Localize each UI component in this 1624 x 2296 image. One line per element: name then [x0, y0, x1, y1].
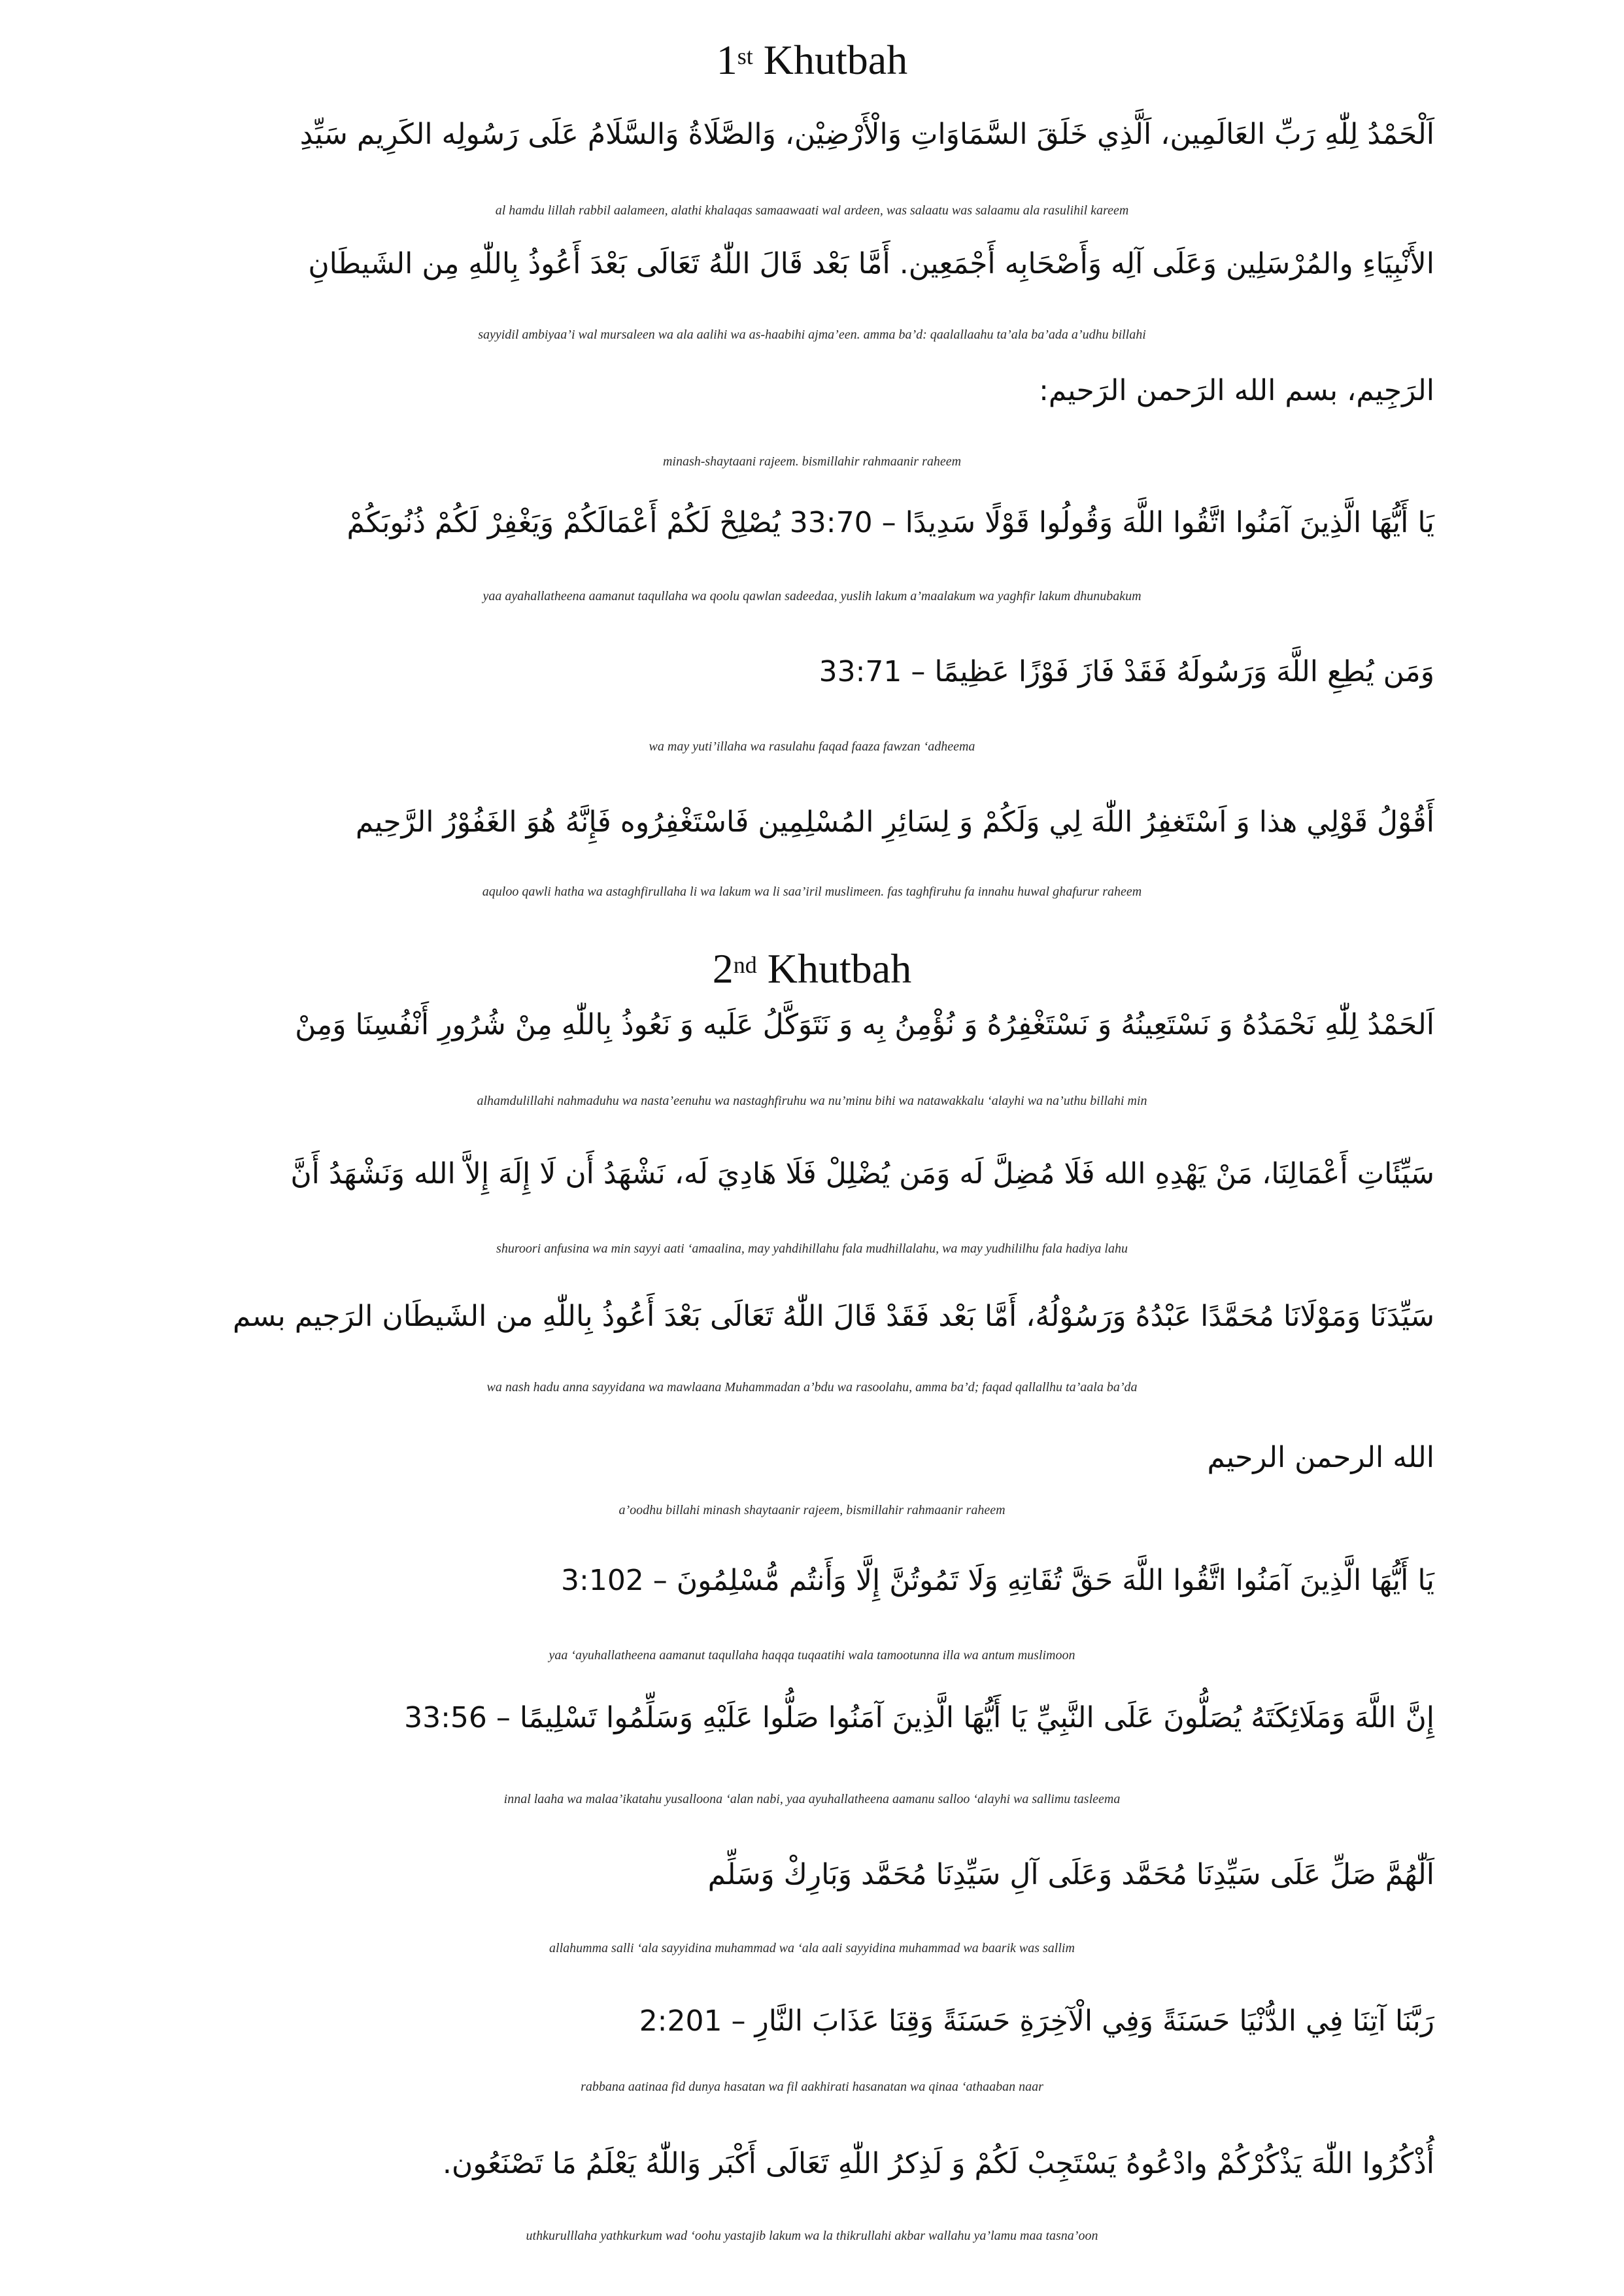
heading-number: 1 [716, 37, 737, 83]
arabic-line: وَمَن يُطِعِ اللَّهَ وَرَسُولَهُ فَقَدْ فَازَ فَوْزًا عَظِيمًا – 33:71 [819, 655, 1434, 688]
arabic-line: إِنَّ اللَّهَ وَمَلَائِكَتَهُ يُصَلُّونَ عَلَى النَّبِيِّ يَا أَيُّهَا الَّذِينَ آمَنُوا صَلُّوا عَلَيْهِ وَسَلِّمُوا تَسْلِيمًا – 33:56 [404, 1701, 1434, 1734]
arabic-line: اَلحَمْدُ لِلّٰهِ نَحْمَدُهُ وَ نَسْتَعِينُهُ وَ نَسْتَغْفِرُهُ وَ نُؤْمِنُ بِه وَ نَتَوَكَّلُ عَلَيه وَ نَعُوذُ بِاللّٰهِ مِنْ شُرُورِ أَنْفُسِنَا وَمِنْ [295, 1008, 1434, 1041]
arabic-line: الله الرحمن الرحيم [1207, 1441, 1434, 1474]
arabic-line: الرَجِيم، بسم الله الرَحمن الرَحيم: [1039, 374, 1434, 407]
transliteration-line: a’oodhu billahi minash shaytaanir rajeem, bismillahir rahmaanir raheem [618, 1503, 1006, 1517]
arabic-line: اَلّٰهُمَّ صَلِّ عَلَى سَيِّدِنَا مُحَمَّد وَعَلَى آلِ سَيِّدِنَا مُحَمَّد وَبَارِكْ وَسَلِّم [707, 1858, 1434, 1891]
arabic-line: رَبَّنَا آتِنَا فِي الدُّنْيَا حَسَنَةً وَفِي الْآخِرَةِ حَسَنَةً وَقِنَا عَذَابَ النَّارِ – 2:201 [639, 2004, 1434, 2038]
transliteration-line: wa nash hadu anna sayyidana wa mawlaana Muhammadan a’bdu wa rasoolahu, amma ba’d; faqad qallallhu ta’aala ba’da [486, 1380, 1138, 1394]
transliteration-line: al hamdu lillah rabbil aalameen, alathi khalaqas samaawaati wal ardeen, was salaatu was salaamu ala rasulihil kareem [495, 203, 1129, 218]
arabic-line: سَيِّدَنَا وَمَوْلَانَا مُحَمَّدًا عَبْدُهُ وَرَسُوْلُهُ، أَمَّا بَعْد فَقَدْ قَالَ اللّٰهُ تَعَالَى بَعْدَ أَعُوذُ بِاللّٰهِ من الشَيطَان الرَجيم بسم [232, 1300, 1434, 1333]
transliteration-line: rabbana aatinaa fid dunya hasatan wa fil aakhirati hasanatan wa qinaa ‘athaaban naar [581, 2080, 1043, 2094]
transliteration-line: alhamdulillahi nahmaduhu wa nasta’eenuhu wa nastaghfiruhu wa nu’minu bihi wa natawakkalu ‘alayhi wa na’uthu billahi min [477, 1094, 1147, 1108]
transliteration-line: aquloo qawli hatha wa astaghfirullaha li wa lakum wa li saa’iril muslimeen. fas taghfiruhu fa innahu huwal ghafurur raheem [482, 885, 1142, 899]
transliteration-line: allahumma salli ‘ala sayyidina muhammad wa ‘ala aali sayyidina muhammad wa baarik was sallim [549, 1941, 1075, 1955]
transliteration-line: minash-shaytaani rajeem. bismillahir rahmaanir raheem [662, 454, 962, 469]
arabic-line: يَا أَيُّهَا الَّذِينَ آمَنُوا اتَّقُوا اللَّهَ حَقَّ تُقَاتِهِ وَلَا تَمُوتُنَّ إِلَّا وَأَنتُم مُّسْلِمُونَ – 3:102 [561, 1564, 1434, 1597]
arabic-line: أَقُوْلُ قَوْلِي هذا وَ اَسْتَغفِرُ اللّٰهَ لِي وَلَكُمْ وَ لِسَائِرِ المُسْلِمِين فَاسْتَغْفِرُوه فَإِنَّهُ هُوَ الغَفُوْرُ الرَّحِيم [355, 805, 1434, 839]
transliteration-line: sayyidil ambiyaa’i wal mursaleen wa ala aalihi wa as-haabihi ajma’een. amma ba’d: qaalallaahu ta’ala ba’ada a’udhu billahi [478, 328, 1146, 342]
transliteration-line: yaa ayahallatheena aamanut taqullaha wa qoolu qawlan sadeedaa, yuslih lakum a’maalakum wa yaghfir lakum dhunubakum [482, 589, 1142, 603]
heading-khutbah-1 [0, 34, 1624, 86]
heading-ordinal-suffix: nd [733, 952, 757, 978]
arabic-line: أُذْكُرُوا اللّٰهَ يَذْكُرْكُمْ وادْعُوهُ يَسْتَجِبْ لَكُمْ وَ لَذِكرُ اللّٰهِ تَعَالَى أَكْبَر وَاللّٰهُ يَعْلَمُ مَا تَصْنَعُون. [442, 2147, 1434, 2180]
arabic-line: الأَنْبِيَاءِ والمُرْسَلِين وَعَلَى آلِه وَأَصْحَابِه أَجْمَعِين. أَمَّا بَعْد قَالَ اللّٰهُ تَعَالَى بَعْدَ أَعُوذُ بِاللّٰهِ مِن الشَيطَانِ [308, 247, 1434, 280]
arabic-line: اَلْحَمْدُ لِلّٰهِ رَبِّ العَالَمِين، اَلَّذِي خَلَقَ السَّمَاوَاتِ وَالْأَرْضِيْن، وَالصَّلَاةُ وَالسَّلَامُ عَلَى رَسُولِه الكَرِيم سَيِّدِ [299, 118, 1434, 151]
transliteration-line: uthkurulllaha yathkurkum wad ‘oohu yastajib lakum wa la thikrullahi akbar wallahu ya’lamu maa tasna’oon [526, 2229, 1098, 2243]
heading-number: 2 [712, 945, 734, 992]
arabic-line: سَيِّئَاتِ أَعْمَالِنَا، مَنْ يَهْدِهِ الله فَلَا مُضِلَّ لَه وَمَن يُضْلِلْ فَلَا هَادِيَ لَه، نَشْهَدُ أَن لَا إِلَهَ إِلاَّ الله وَنَشْهَدُ أَنَّ [290, 1157, 1434, 1190]
heading-khutbah-2 [0, 943, 1624, 995]
heading-word: Khutbah [753, 37, 908, 83]
transliteration-line: shuroori anfusina wa min sayyi aati ‘amaalina, may yahdihillahu fala mudhillalahu, wa may yudhililhu fala hadiya lahu [496, 1241, 1128, 1256]
arabic-line: يَا أَيُّهَا الَّذِينَ آمَنُوا اتَّقُوا اللَّهَ وَقُولُوا قَوْلًا سَدِيدًا – 33:70 يُصْلِحْ لَكُمْ أَعْمَالَكُمْ وَيَغْفِرْ لَكُمْ ذُنُوبَكُمْ [347, 506, 1434, 539]
heading-word: Khutbah [756, 945, 912, 992]
transliteration-line: wa may yuti’illaha wa rasulahu faqad faaza fawzan ‘adheema [649, 739, 975, 754]
transliteration-line: yaa ‘ayuhallatheena aamanut taqullaha haqqa tuqaatihi wala tamootunna illa wa antum muslimoon [549, 1648, 1075, 1663]
heading-ordinal-suffix: st [737, 43, 753, 69]
transliteration-line: innal laaha wa malaa’ikatahu yusalloona ‘alan nabi, yaa ayuhallatheena aamanu salloo ‘alayhi wa sallimu tasleema [503, 1792, 1121, 1806]
